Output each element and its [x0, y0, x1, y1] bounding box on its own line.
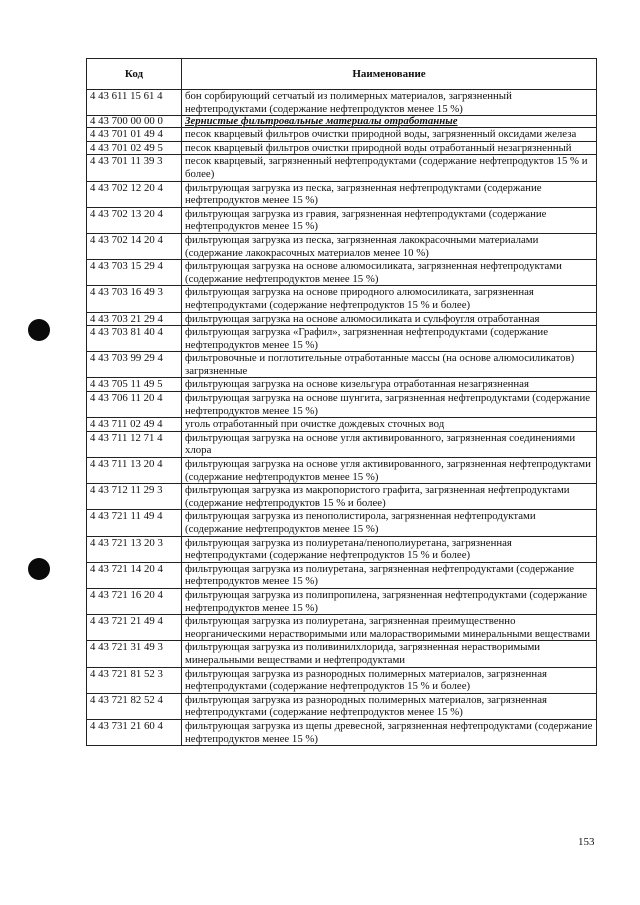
waste-name-cell: песок кварцевый, загрязненный нефтепродуктами (содержание нефтепродуктов 15 % и более) — [182, 155, 597, 181]
waste-name-cell: фильтрующая загрузка из щепы древесной, загрязненная нефтепродуктами (содержание нефтепродуктов менее 15 %) — [182, 719, 597, 745]
waste-code-cell: 4 43 721 16 20 4 — [87, 588, 182, 614]
table-row — [87, 458, 597, 484]
table-row — [87, 141, 597, 155]
waste-name-cell: фильтрующая загрузка из пенополистирола, загрязненная нефтепродуктами (содержание нефтепродуктов менее 15 %) — [182, 510, 597, 536]
waste-code-cell: 4 43 721 31 49 3 — [87, 641, 182, 667]
table-row — [87, 667, 597, 693]
table-row — [87, 207, 597, 233]
table-row — [87, 484, 597, 510]
waste-name-cell: фильтрующая загрузка на основе природного алюмосиликата, загрязненная нефтепродуктами (содержание нефтепродуктов 15 % и более) — [182, 286, 597, 312]
column-header-code: Код — [87, 59, 182, 90]
waste-code-cell: 4 43 721 21 49 4 — [87, 615, 182, 641]
table-row — [87, 326, 597, 352]
table-row — [87, 90, 597, 116]
waste-code-cell: 4 43 703 15 29 4 — [87, 260, 182, 286]
waste-code-cell: 4 43 702 13 20 4 — [87, 207, 182, 233]
table-row — [87, 418, 597, 432]
waste-name-cell: фильтрующая загрузка из полипропилена, загрязненная нефтепродуктами (содержание нефтепродуктов менее 15 %) — [182, 588, 597, 614]
section-title-cell: Зернистые фильтровальные материалы отработанные — [182, 116, 597, 128]
table-row — [87, 378, 597, 392]
waste-code-cell: 4 43 611 15 61 4 — [87, 90, 182, 116]
waste-code-cell: 4 43 700 00 00 0 — [87, 116, 182, 128]
waste-name-cell: фильтрующая загрузка из гравия, загрязненная нефтепродуктами (содержание нефтепродуктов менее 15 %) — [182, 207, 597, 233]
table-row — [87, 562, 597, 588]
waste-code-cell: 4 43 706 11 20 4 — [87, 392, 182, 418]
waste-code-cell: 4 43 703 81 40 4 — [87, 326, 182, 352]
column-header-name: Наименование — [182, 59, 597, 90]
waste-name-cell: фильтрующая загрузка из полиуретана, загрязненная преимущественно неорганическими нерастворимыми или малорастворимыми минеральными веществами — [182, 615, 597, 641]
waste-name-cell: песок кварцевый фильтров очистки природной воды, загрязненный оксидами железа — [182, 128, 597, 142]
waste-code-cell: 4 43 731 21 60 4 — [87, 719, 182, 745]
table-row — [87, 510, 597, 536]
waste-name-cell: уголь отработанный при очистке дождевых сточных вод — [182, 418, 597, 432]
waste-code-cell: 4 43 711 12 71 4 — [87, 431, 182, 457]
waste-name-cell: фильтровочные и поглотительные отработанные массы (на основе алюмосиликатов) загрязненные — [182, 352, 597, 378]
waste-code-cell: 4 43 702 12 20 4 — [87, 181, 182, 207]
waste-name-cell: фильтрующая загрузка из поливинилхлорида, загрязненная нерастворимыми минеральными веществами и нефтепродуктами — [182, 641, 597, 667]
table-row — [87, 431, 597, 457]
waste-code-cell: 4 43 701 11 39 3 — [87, 155, 182, 181]
waste-name-cell: фильтрующая загрузка из песка, загрязненная нефтепродуктами (содержание нефтепродуктов менее 15 %) — [182, 181, 597, 207]
waste-name-cell: фильтрующая загрузка «Графил», загрязненная нефтепродуктами (содержание нефтепродуктов менее 15 %) — [182, 326, 597, 352]
table-row — [87, 260, 597, 286]
waste-code-cell: 4 43 711 13 20 4 — [87, 458, 182, 484]
waste-name-cell: фильтрующая загрузка из полиуретана/пенополиуретана, загрязненная нефтепродуктами (содержание нефтепродуктов 15 % и более) — [182, 536, 597, 562]
waste-code-cell: 4 43 721 13 20 3 — [87, 536, 182, 562]
waste-name-cell: песок кварцевый фильтров очистки природной воды отработанный незагрязненный — [182, 141, 597, 155]
table-row — [87, 312, 597, 326]
waste-code-cell: 4 43 705 11 49 5 — [87, 378, 182, 392]
waste-code-cell: 4 43 701 02 49 5 — [87, 141, 182, 155]
waste-name-cell: фильтрующая загрузка из песка, загрязненная лакокрасочными материалами (содержание лакокрасочных материалов менее 10 %) — [182, 233, 597, 259]
table-row — [87, 588, 597, 614]
table-row — [87, 719, 597, 745]
table-row — [87, 641, 597, 667]
punch-hole-top — [28, 319, 50, 341]
table-row — [87, 155, 597, 181]
table-row — [87, 352, 597, 378]
waste-name-cell: фильтрующая загрузка на основе угля активированного, загрязненная нефтепродуктами (содержание нефтепродуктов менее 15 %) — [182, 458, 597, 484]
punch-hole-bottom — [28, 558, 50, 580]
waste-code-cell: 4 43 702 14 20 4 — [87, 233, 182, 259]
waste-code-table — [86, 58, 597, 746]
table-row — [87, 392, 597, 418]
waste-name-cell: фильтрующая загрузка на основе угля активированного, загрязненная соединениями хлора — [182, 431, 597, 457]
table-row — [87, 181, 597, 207]
waste-name-cell: бон сорбирующий сетчатый из полимерных материалов, загрязненный нефтепродуктами (содержание нефтепродуктов менее 15 %) — [182, 90, 597, 116]
waste-name-cell: фильтрующая загрузка на основе шунгита, загрязненная нефтепродуктами (содержание нефтепродуктов менее 15 %) — [182, 392, 597, 418]
table-row — [87, 536, 597, 562]
page-number: 153 — [578, 836, 595, 848]
waste-code-cell: 4 43 721 14 20 4 — [87, 562, 182, 588]
waste-name-cell: фильтрующая загрузка на основе алюмосиликата, загрязненная нефтепродуктами (содержание нефтепродуктов менее 15 %) — [182, 260, 597, 286]
waste-code-cell: 4 43 711 02 49 4 — [87, 418, 182, 432]
table-row — [87, 233, 597, 259]
waste-code-cell: 4 43 701 01 49 4 — [87, 128, 182, 142]
table-row — [87, 693, 597, 719]
waste-name-cell: фильтрующая загрузка на основе кизельгура отработанная незагрязненная — [182, 378, 597, 392]
waste-code-cell: 4 43 712 11 29 3 — [87, 484, 182, 510]
waste-code-cell: 4 43 721 82 52 4 — [87, 693, 182, 719]
waste-code-cell: 4 43 721 11 49 4 — [87, 510, 182, 536]
waste-name-cell: фильтрующая загрузка из разнородных полимерных материалов, загрязненная нефтепродуктами (содержание нефтепродуктов менее 15 %) — [182, 693, 597, 719]
waste-name-cell: фильтрующая загрузка из полиуретана, загрязненная нефтепродуктами (содержание нефтепродуктов менее 15 %) — [182, 562, 597, 588]
waste-code-cell: 4 43 703 21 29 4 — [87, 312, 182, 326]
table-header-row — [87, 59, 597, 90]
table-row — [87, 128, 597, 142]
waste-code-cell: 4 43 703 99 29 4 — [87, 352, 182, 378]
waste-name-cell: фильтрующая загрузка из разнородных полимерных материалов, загрязненная нефтепродуктами (содержание нефтепродуктов 15 % и более) — [182, 667, 597, 693]
waste-code-cell: 4 43 721 81 52 3 — [87, 667, 182, 693]
waste-name-cell: фильтрующая загрузка на основе алюмосиликата и сульфоугля отработанная — [182, 312, 597, 326]
table-row — [87, 615, 597, 641]
table-row — [87, 286, 597, 312]
section-row — [87, 116, 597, 128]
waste-name-cell: фильтрующая загрузка из макропористого графита, загрязненная нефтепродуктами (содержание нефтепродуктов 15 % и более) — [182, 484, 597, 510]
waste-code-cell: 4 43 703 16 49 3 — [87, 286, 182, 312]
